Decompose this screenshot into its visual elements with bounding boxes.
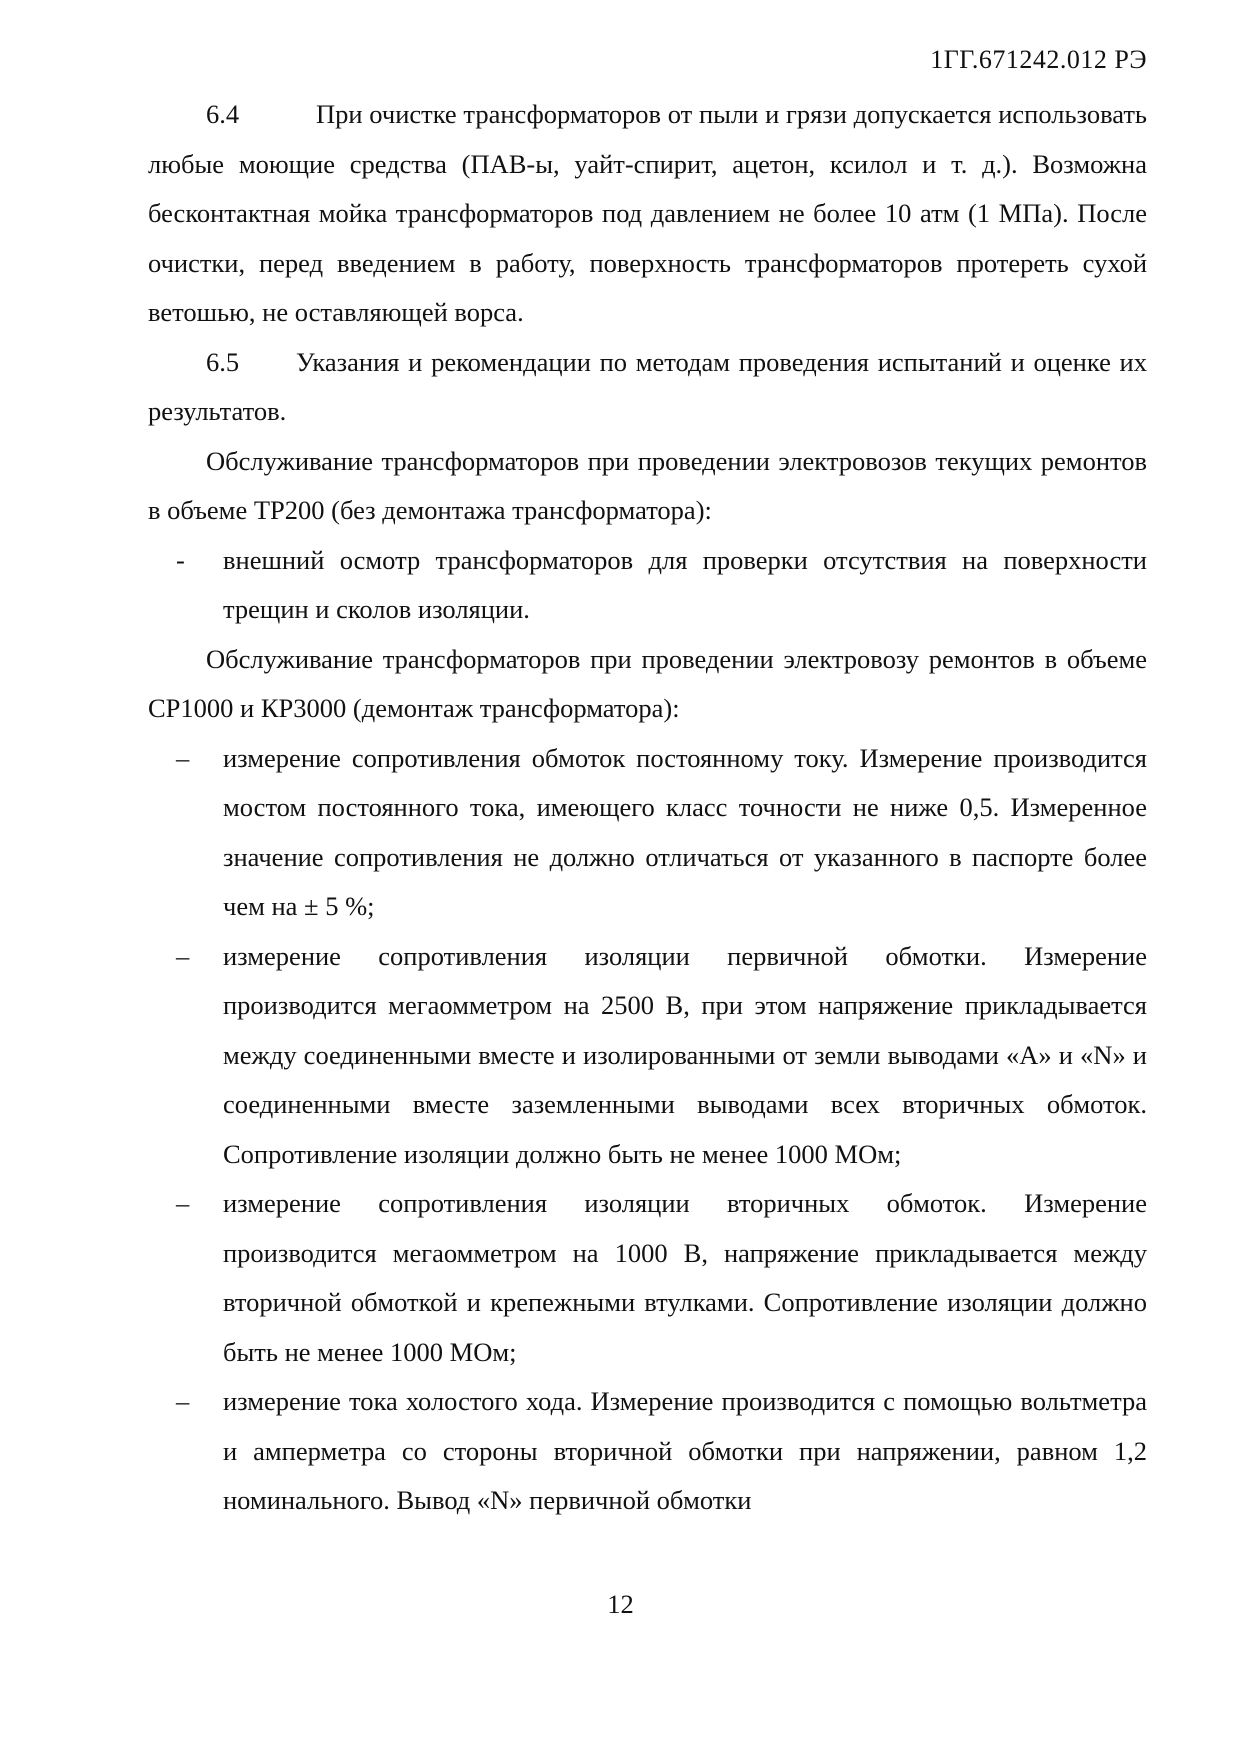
tr200-list — [148, 536, 1147, 635]
tr200-intro: Обслуживание трансформаторов при проведении электровозов текущих ремонтов в объеме ТР200 (без демонтажа трансформатора): — [148, 445, 1147, 525]
list-item — [148, 734, 1147, 932]
list-item-text: измерение тока холостого хода. Измерение производится с помощью вольтметра и амперметра со стороны вторичной обмотки при напряжении, равном 1,2 номинального. Вывод «N» первичной обмотки — [223, 1386, 1147, 1515]
section-number: 6.5 — [206, 346, 240, 377]
list-item-text: измерение сопротивления изоляции вторичных обмоток. Измерение производится мегаомметром на 1000 В, напряжение прикладывается между вторичной обмоткой и крепежными втулками. Сопротивление изоляции должно быть не менее 1000 МОм; — [223, 1188, 1147, 1367]
paragraph-text: Указания и рекомендации по методам проведения испытаний и оценке их результатов. — [148, 346, 1147, 426]
list-item — [148, 1179, 1147, 1377]
list-item-text: внешний осмотр трансформаторов для проверки отсутствия на поверхности трещин и сколов изоляции. — [223, 544, 1147, 624]
list-marker: – — [176, 1188, 190, 1218]
paragraph-text: При очистке трансформаторов от пыли и грязи допускается использовать любые моющие средства (ПАВ-ы, уайт-спирит, ацетон, ксилол и т. д.). Возможна бесконтактная мойка трансформаторов под давлением не более 10 атм (1 МПа). После очистки, перед введением в работу, поверхность трансформаторов протереть сухой ветошью, не оставляющей ворса. — [148, 99, 1147, 327]
paragraph-6-5 — [148, 338, 1147, 437]
list-marker: – — [176, 1386, 190, 1416]
list-marker: - — [176, 544, 185, 575]
list-marker: – — [176, 742, 190, 773]
sr1000-intro: Обслуживание трансформаторов при проведении электровозу ремонтов в объеме СР1000 и КР3000 (демонтаж трансформатора): — [148, 643, 1147, 723]
paragraph-6-4 — [148, 90, 1147, 338]
list-item — [148, 1377, 1147, 1526]
list-marker: – — [176, 940, 190, 971]
document-code: 1ГГ.671242.012 РЭ — [930, 45, 1147, 74]
page-number: 12 — [607, 1589, 634, 1619]
section-number: 6.4 — [206, 99, 240, 129]
page-content — [148, 90, 1147, 1526]
list-item-text: измерение сопротивления изоляции первичной обмотки. Измерение производится мегаомметром на 2500 В, при этом напряжение прикладывается между соединенными вместе и изолированными от земли выводами «A» и «N» и соединенными вместе заземленными выводами всех вторичных обмоток. Сопротивление изоляции должно быть не менее 1000 МОм; — [223, 940, 1147, 1169]
sr1000-list — [148, 734, 1147, 1526]
list-item — [148, 536, 1147, 635]
list-item — [148, 932, 1147, 1180]
list-item-text: измерение сопротивления обмоток постоянному току. Измерение производится мостом постоянного тока, имеющего класс точности не ниже 0,5. Измеренное значение сопротивления не должно отличаться от указанного в паспорте более чем на ± 5 %; — [223, 742, 1147, 921]
